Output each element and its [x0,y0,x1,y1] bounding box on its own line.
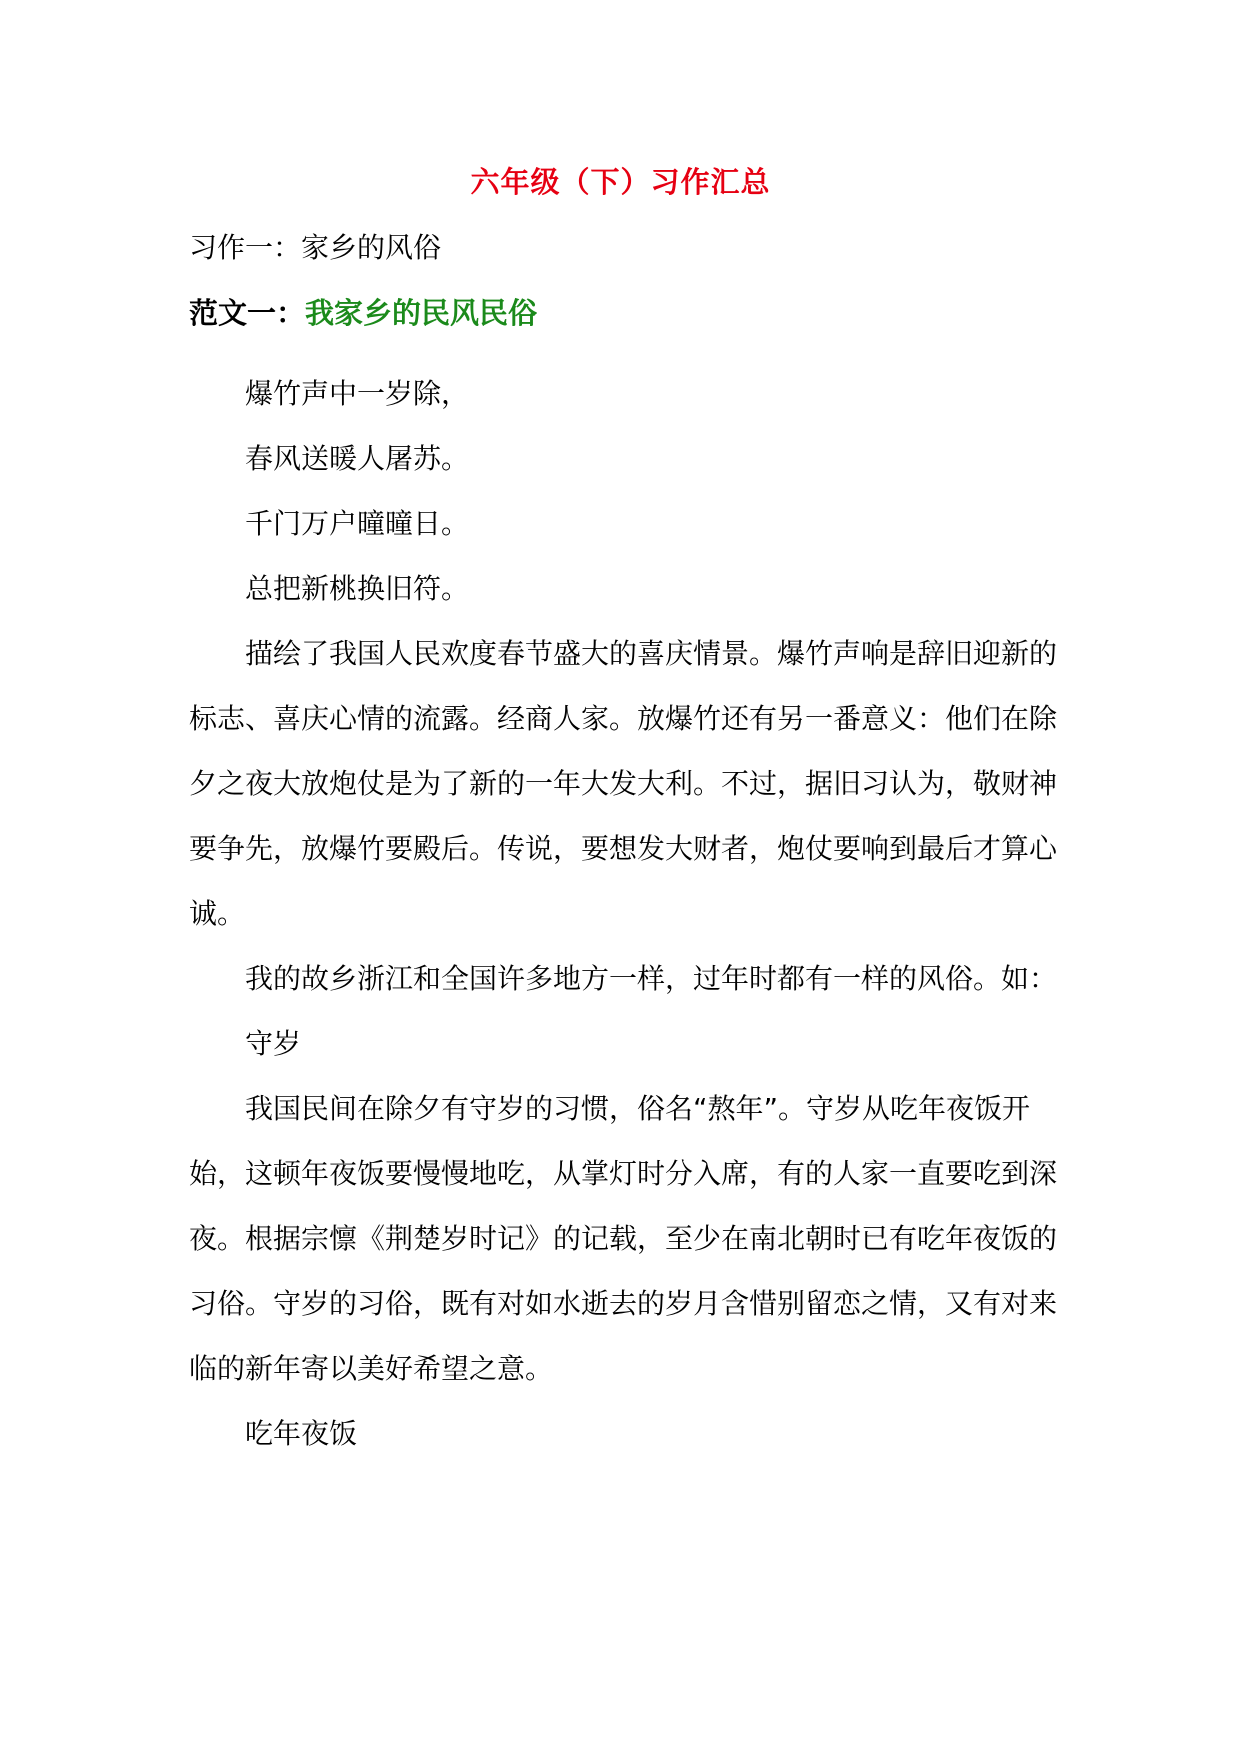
subheading: 吃年夜饭 [245,1417,358,1450]
model-essay-title: 我家乡的民风民俗 [305,296,538,330]
document-title: 六年级（下）习作汇总 [470,165,771,199]
paragraph: 千门万户曈曈日。 [245,507,470,540]
paragraph: 我国民间在除夕有守岁的习惯，俗名“熬年”。守岁从吃年夜饭开始，这顿年夜饭要慢慢地吃，从掌灯时分入席，有的人家一直要吃到深夜。根据宗懔《荆楚岁时记》的记载，至少在南北朝时已有吃年夜饭的习俗。守岁的习俗，既有对如水逝去的岁月含惜别留恋之情，又有对来临的新年寄以美好希望之意。 [189,1092,1058,1385]
section-heading: 习作一：家乡的风俗 [189,231,442,264]
paragraph: 描绘了我国人民欢度春节盛大的喜庆情景。爆竹声响是辞旧迎新的标志、喜庆心情的流露。经商人家。放爆竹还有另一番意义：他们在除夕之夜大放炮仗是为了新的一年大发大利。不过，据旧习认为，敬财神要争先，放爆竹要殿后。传说，要想发大财者，炮仗要响到最后才算心诚。 [189,637,1058,930]
model-essay-heading [189,293,537,333]
paragraph: 爆竹声中一岁除， [245,377,470,410]
paragraph: 春风送暖人屠苏。 [245,442,470,475]
essay-body [189,361,1069,1466]
subheading: 守岁 [245,1027,302,1060]
paragraph: 我的故乡浙江和全国许多地方一样，过年时都有一样的风俗。如： [245,962,1058,995]
paragraph: 总把新桃换旧符。 [245,572,470,605]
model-essay-label: 范文一： [189,296,306,330]
